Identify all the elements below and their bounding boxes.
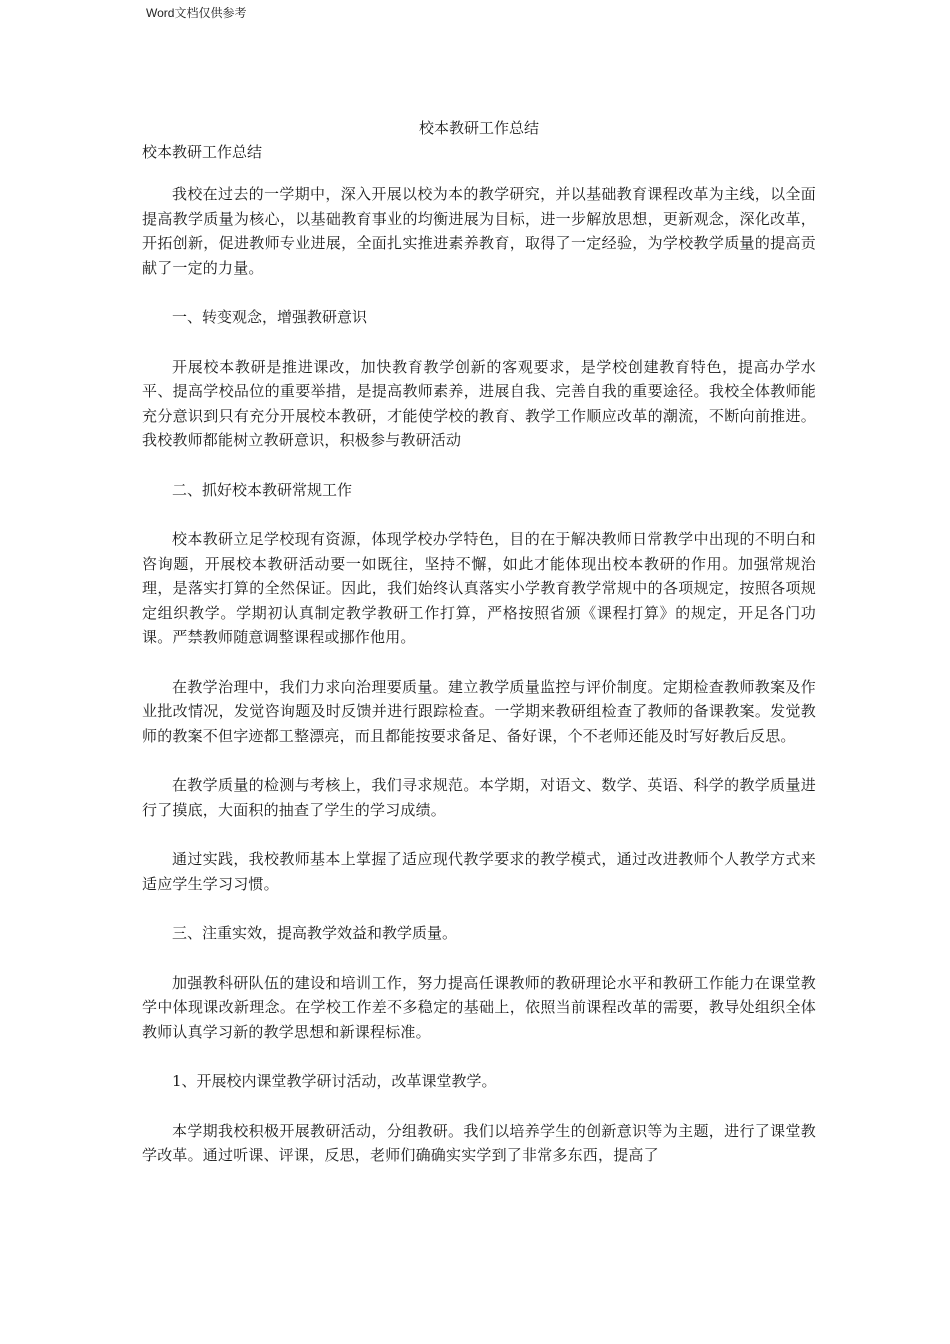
paragraph: 在教学治理中，我们力求向治理要质量。建立教学质量监控与评价制度。定期检查教师教案及作业批改情况，发觉咨询题及时反馈并进行跟踪检查。一学期来教研组检查了教师的备课教案。发觉教师的教案不但字迹都工整漂亮，而且都能按要求备足、备好课，个不老师还能及时写好教后反思。 [142, 677, 816, 745]
document-body [142, 116, 816, 1193]
paragraph: 本学期我校积极开展教研活动，分组教研。我们以培养学生的创新意识等为主题，进行了课堂教学改革。通过听课、评课，反思，老师们确确实实学到了非常多东西，提高了 [142, 1121, 816, 1164]
document-subtitle: 校本教研工作总结 [142, 143, 263, 161]
document-title: 校本教研工作总结 [418, 119, 539, 137]
paragraph: 加强教科研队伍的建设和培训工作，努力提高任课教师的教研理论水平和教研工作能力在课堂教学中体现课改新理念。在学校工作差不多稳定的基础上，依照当前课程改革的需要，教导处组织全体教师认真学习新的教学思想和新课程标准。 [142, 973, 816, 1041]
header-note: Word文档仅供参考 [146, 6, 247, 20]
paragraph: 通过实践，我校教师基本上掌握了适应现代教学要求的教学模式，通过改进教师个人教学方式来适应学生学习习惯。 [142, 850, 816, 893]
section-heading: 一、转变观念，增强教研意识 [172, 308, 368, 326]
paragraph: 开展校本教研是推进课改，加快教育教学创新的客观要求，是学校创建教育特色，提高办学水平、提高学校品位的重要举措，是提高教师素养，进展自我、完善自我的重要途径。我校全体教师能充分意识到只有充分开展校本教研，才能使学校的教育、教学工作顺应改革的潮流，不断向前推进。我校教师都能树立教研意识，积极参与教研活动 [142, 357, 816, 449]
subsection-heading: 1、开展校内课堂教学研讨活动，改革课堂教学。 [172, 1072, 497, 1090]
section-heading: 三、注重实效，提高教学效益和教学质量。 [172, 924, 458, 942]
section-heading: 二、抓好校本教研常规工作 [172, 480, 353, 499]
paragraph: 我校在过去的一学期中，深入开展以校为本的教学研究，并以基础教育课程改革为主线，以全面提高教学质量为核心，以基础教育事业的均衡进展为目标，进一步解放思想，更新观念，深化改革，开拓创新，促进教师专业进展，全面扎实推进素养教育，取得了一定经验，为学校教学质量的提高贡献了一定的力量。 [142, 185, 816, 277]
paragraph: 在教学质量的检测与考核上，我们寻求规范。本学期，对语文、数学、英语、科学的教学质量进行了摸底，大面积的抽查了学生的学习成绩。 [142, 776, 816, 819]
paragraph: 校本教研立足学校现有资源，体现学校办学特色，目的在于解决教师日常教学中出现的不明白和咨询题，开展校本教研活动要一如既往，坚持不懈，如此才能体现出校本教研的作用。加强常规治理，是落实打算的全然保证。因此，我们始终认真落实小学教育教学常规中的各项规定，按照各项规定组织教学。学期初认真制定教学教研工作打算，严格按照省颁《课程打算》的规定，开足各门功课。严禁教师随意调整课程或挪作他用。 [142, 530, 816, 646]
